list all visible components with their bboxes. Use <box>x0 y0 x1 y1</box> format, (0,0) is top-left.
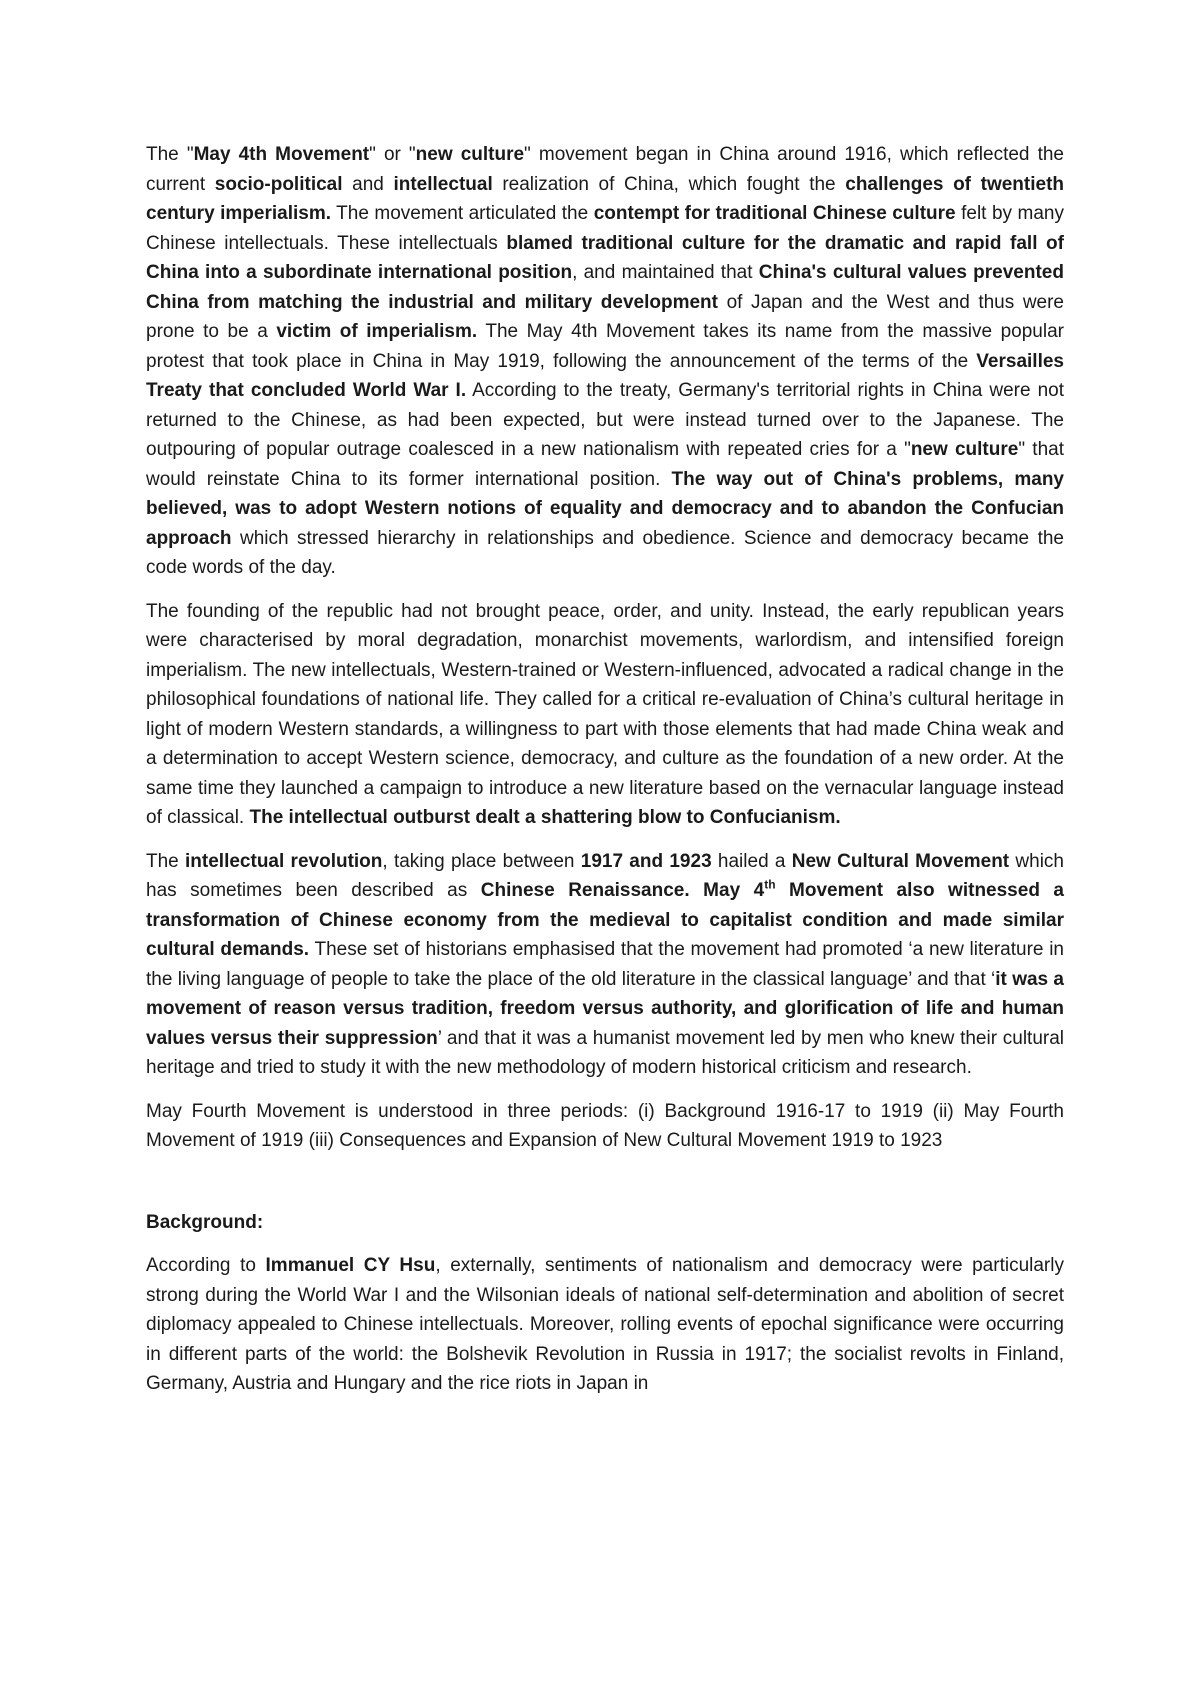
section-heading: Background: <box>146 1211 264 1233</box>
bold-text: socio-political <box>214 173 343 195</box>
text-run: which has sometimes been described as <box>146 850 1064 901</box>
text-run: , and maintained that <box>572 262 759 283</box>
text-run: felt by many Chinese intellectuals. These intellectuals <box>146 203 1064 254</box>
bold-text: May 4 <box>703 880 765 901</box>
paragraph-p3 <box>146 847 1064 1083</box>
text-run: realization of China, which fought the <box>492 173 846 195</box>
paragraph-p2 <box>146 597 1064 833</box>
bold-text: May 4th Movement <box>193 144 370 165</box>
bold-text: contempt for traditional Chinese culture <box>593 203 956 224</box>
text-run: May Fourth Movement is understood in three periods: (i) Background 1916-17 to 1919 (ii) May Fourth Movement of 1919 (iii) Consequences and Expansion of New Cultural Movement 1919 to 1923 <box>146 1100 1064 1151</box>
text-run: and <box>342 173 394 195</box>
text-run: According to the treaty, Germany's territorial rights in China were not returned to the Chinese, as had been expected, but were instead turned over to the Japanese. The outpouring of popular outrage coalesced in a new nationalism with repeated cries for a " <box>146 380 1064 460</box>
text-run: of Japan and the West and thus were prone to be a <box>146 291 1064 342</box>
text-run: These set of historians emphasised that the movement had promoted ‘a new literature in the living language of people to take the place of the old literature in the classical language’ and that ‘ <box>146 939 1064 990</box>
bold-text: victim of imperialism. <box>276 321 478 342</box>
bold-text: Movement also witnessed a transformation of Chinese economy from the medieval to capitalist condition and made similar cultural demands. <box>146 880 1064 960</box>
bold-text: 1917 and 1923 <box>580 850 712 872</box>
paragraph-p5 <box>146 1251 1064 1399</box>
text-run: " or " <box>369 144 416 165</box>
bold-text: Chinese Renaissance. <box>480 880 690 901</box>
bold-text: The intellectual outburst dealt a shattering blow to Confucianism. <box>249 807 841 828</box>
paragraph-p4 <box>146 1097 1064 1156</box>
text-run: The May 4th Movement takes its name from the massive popular protest that took place in China in May 1919, following the announcement of the terms of the <box>146 321 1064 372</box>
bold-text: new culture <box>415 144 525 165</box>
document-body <box>146 140 1064 1156</box>
text-run: which stressed hierarchy in relationships and obedience. Science and democracy became the code words of the day. <box>146 527 1064 578</box>
text-run: The founding of the republic had not brought peace, order, and unity. Instead, the early republican years were characterised by moral degradation, monarchist movements, warlordism, and intensified foreign imperialism. The new intellectuals, Western-trained or Western-influenced, advocated a radical change in the philosophical foundations of national life. They called for a critical re-evaluation of China’s cultural heritage in light of modern Western standards, a willingness to part with those elements that had made China weak and a determination to accept Western science, democracy, and culture as the foundation of a new order. At the same time they launched a campaign to introduce a new literature based on the vernacular language instead of classical. <box>146 600 1064 828</box>
text-run: , taking place between <box>382 850 581 872</box>
text-run: , externally, sentiments of nationalism and democracy were particularly strong during the World War I and the Wilsonian ideals of national self-determination and abolition of secret diplomacy appealed to Chinese intellectuals. Moreover, rolling events of epochal significance were occurring in different parts of the world: the Bolshevik Revolution in Russia in 1917; the socialist revolts in Finland, Germany, Austria and Hungary and the rice riots in Japan in <box>146 1255 1064 1394</box>
bold-text: intellectual revolution <box>185 850 383 872</box>
text-run: The <box>146 850 186 872</box>
text-run: " that would reinstate China to its former international position. <box>146 439 1064 490</box>
bold-text: blamed traditional culture for the dramatic and rapid fall of China into a subordinate international position <box>146 232 1064 283</box>
bold-text: intellectual <box>393 173 493 195</box>
bold-text: Immanuel CY Hsu <box>265 1255 436 1276</box>
document-page <box>146 140 1064 1413</box>
bold-text: The way out of China's problems, many believed, was to adopt Western notions of equality and democracy and to abandon the Confucian approach <box>146 468 1064 549</box>
bold-text: China's cultural values prevented China from matching the industrial and military development <box>146 262 1064 313</box>
text-run: According to <box>146 1255 266 1276</box>
bold-text: New Cultural Movement <box>791 850 1010 872</box>
background-body <box>146 1251 1064 1399</box>
bold-text: new culture <box>910 439 1019 460</box>
bold-text: it was a movement of reason versus tradition, freedom versus authority, and glorification of life and human values versus their suppression <box>146 968 1064 1049</box>
text-run: ’ and that it was a humanist movement led by men who knew their cultural heritage and tried to study it with the new methodology of modern historical criticism and research. <box>146 1027 1065 1078</box>
text-run: The movement articulated the <box>331 203 594 224</box>
paragraph-p1 <box>146 140 1064 583</box>
bold-text: Versailles Treaty that concluded World War I. <box>146 350 1064 401</box>
text-run: " movement began in China around 1916, which reflected the current <box>146 144 1064 195</box>
bold-text: challenges of twentieth century imperialism. <box>146 173 1065 224</box>
text-run: The " <box>146 144 194 165</box>
text-run: hailed a <box>711 850 792 872</box>
bold-text: th <box>764 877 776 892</box>
text-run <box>690 880 704 901</box>
